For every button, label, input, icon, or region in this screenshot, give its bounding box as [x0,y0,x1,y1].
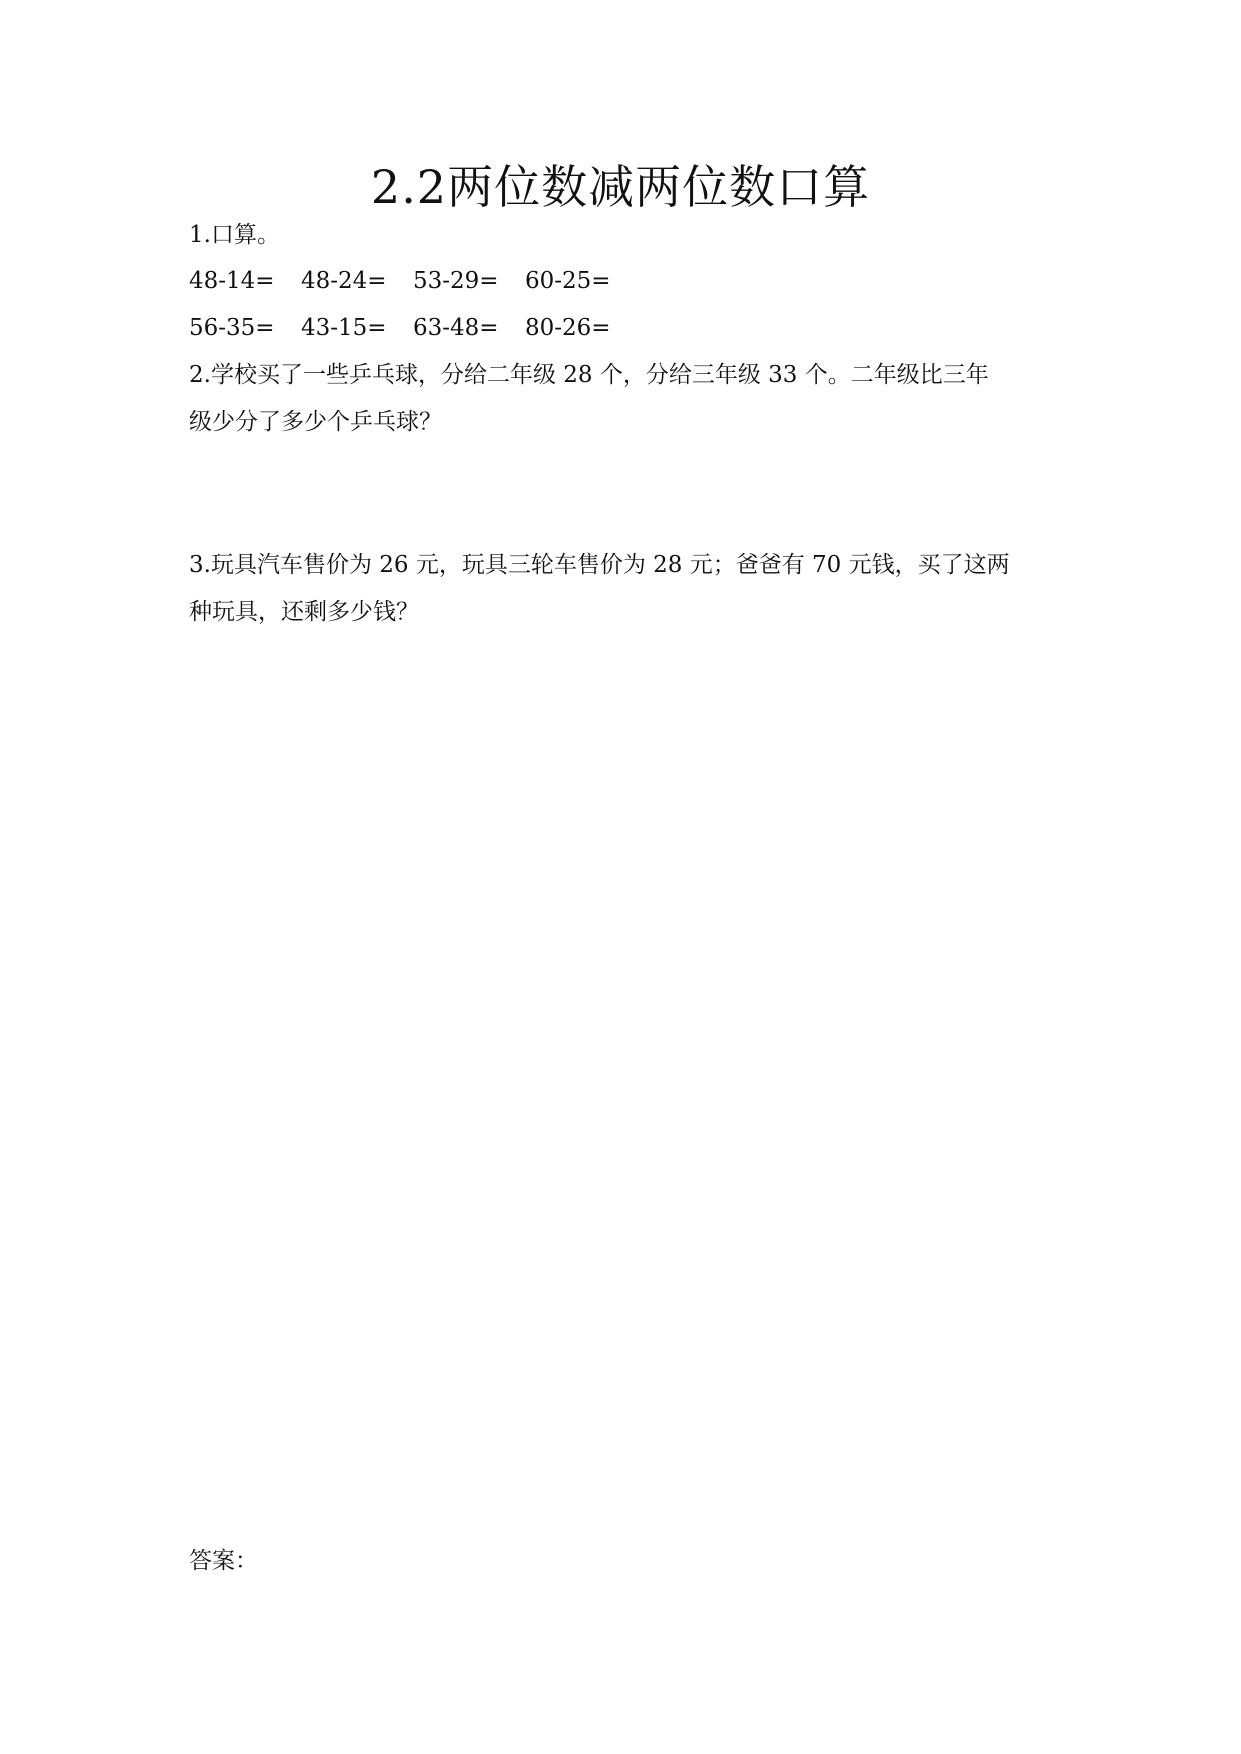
calc-item: 43-15= [301,315,387,341]
page-title: 2.2两位数减两位数口算 [370,160,871,214]
question-1-label: 1.口算。 [189,222,280,248]
question-2-line-2: 级少分了多少个乒乓球？ [189,409,442,435]
calc-row-1 [189,265,637,297]
calc-item: 63-48= [413,315,499,341]
calc-row-2 [189,312,637,344]
calc-item: 56-35= [189,315,275,341]
calc-item: 80-26= [525,315,611,341]
answer-label: 答案： [189,1548,258,1574]
calc-item: 53-29= [413,268,499,294]
question-2-line-1: 2.学校买了一些乒乓球，分给二年级 28 个，分给三年级 33 个。二年级比三年 [189,362,989,388]
calc-item: 60-25= [525,268,611,294]
calc-item: 48-14= [189,268,275,294]
question-3-line-2: 种玩具，还剩多少钱？ [189,599,419,625]
question-3-line-1: 3.玩具汽车售价为 26 元，玩具三轮车售价为 28 元；爸爸有 70 元钱，买了这两 [189,552,1010,578]
calc-item: 48-24= [301,268,387,294]
